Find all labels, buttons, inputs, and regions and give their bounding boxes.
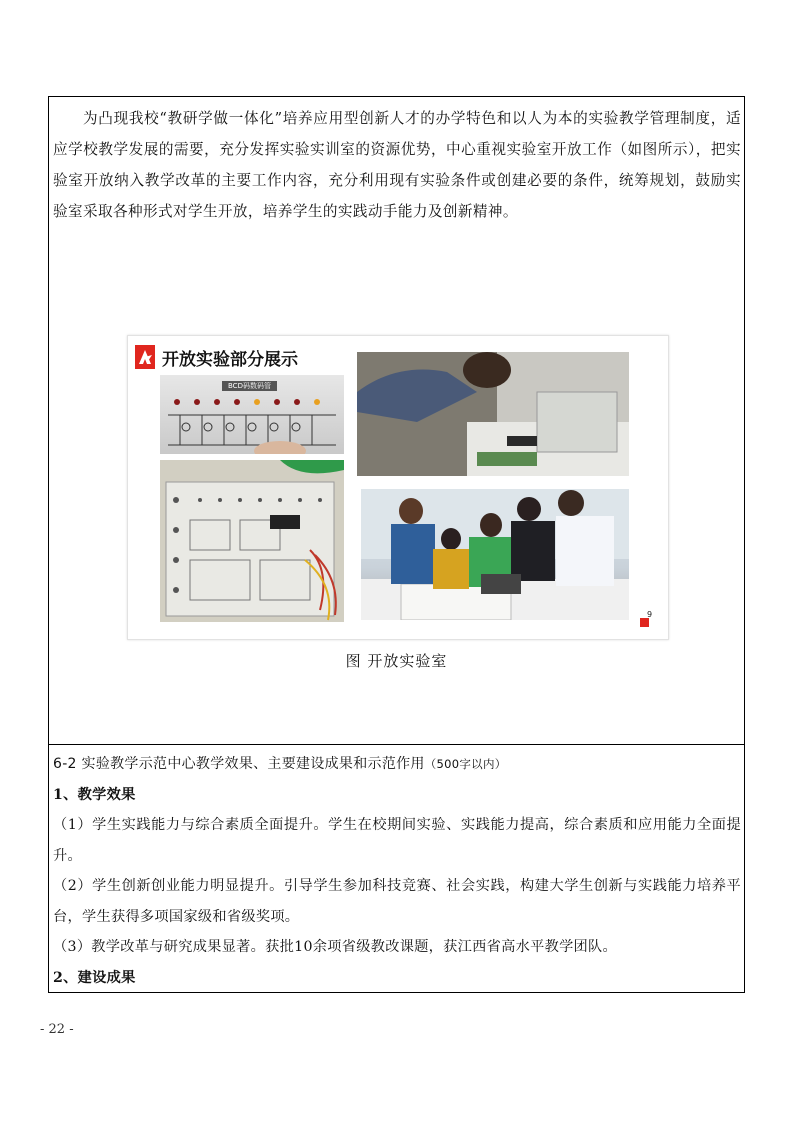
students-group-photo <box>361 489 629 620</box>
student-lab-photo <box>357 352 629 476</box>
page-number: - 22 - <box>40 1022 74 1037</box>
section-heading-main: 6-2 实验教学示范中心教学效果、主要建设成果和示范作用 <box>53 756 425 772</box>
table-divider <box>49 744 744 745</box>
slide-corner-mark <box>640 618 649 627</box>
brand-logo-icon <box>135 345 155 369</box>
subheading-construction-results: 2、建设成果 <box>53 969 136 986</box>
circuit-board-photo <box>160 460 344 622</box>
content-table <box>48 96 745 993</box>
subheading-teaching-effect: 1、教学效果 <box>53 786 136 803</box>
item-3: （3）教学改革与研究成果显著。获批10余项省级教改课题，获江西省高水平教学团队。 <box>53 939 618 955</box>
bcd-board-photo <box>160 375 344 454</box>
item-2: （2）学生创新创业能力明显提升。引导学生参加科技竞赛、社会实践，构建大学生创新与实践能力培养平台，学生获得多项国家级和省级奖项。 <box>53 878 741 925</box>
item-1: （1）学生实践能力与综合素质全面提升。学生在校期间实验、实践能力提高，综合素质和应用能力全面提升。 <box>53 817 741 864</box>
open-lab-figure <box>127 335 669 640</box>
intro-paragraph: 为凸现我校“教研学做一体化”培养应用型创新人才的办学特色和以人为本的实验教学管理制度，适应学校教学发展的需要，充分发挥实验实训室的资源优势，中心重视实验室开放工作（如图所示），把实验室开放纳入教学改革的主要工作内容，充分利用现有实验条件或创建必要的条件，统筹规划，鼓励实验室采取各种形式对学生开放，培养学生的实践动手能力及创新精神。 <box>53 110 741 220</box>
slide-title: 开放实验部分展示 <box>162 350 298 370</box>
section-6-2 <box>53 749 741 993</box>
slide-number: 9 <box>647 610 653 619</box>
section-heading-note: （500字以内） <box>424 757 507 771</box>
section-heading <box>53 749 741 780</box>
bcd-label: BCD码数码管 <box>222 381 277 391</box>
figure-caption: 图 开放实验室 <box>345 652 448 670</box>
